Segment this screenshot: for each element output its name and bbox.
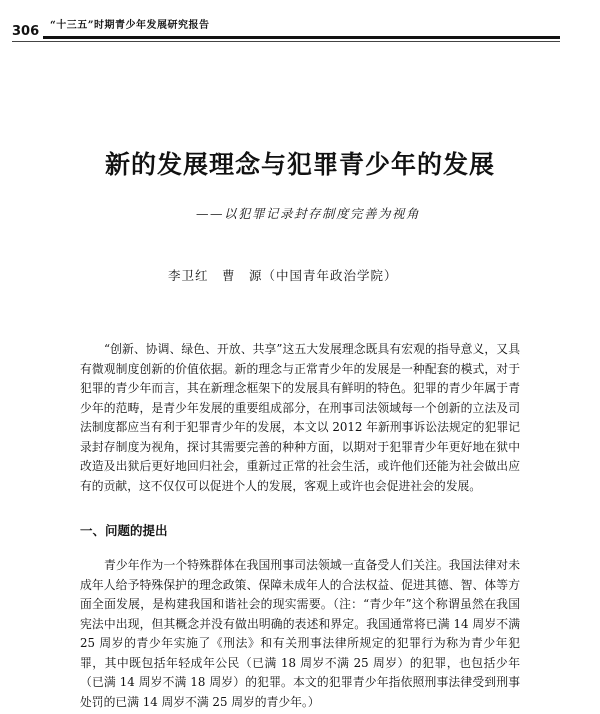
- page-number: 306: [12, 24, 43, 39]
- section-heading: 一、问题的提出: [80, 523, 168, 538]
- header-rule-thin: [12, 41, 560, 42]
- running-header: “十三五”时期青少年发展研究报告: [50, 20, 210, 31]
- body-paragraph: 青少年作为一个特殊群体在我国刑事司法领域一直备受人们关注。我国法律对未成年人给予特殊保护的理念政策、保障未成年人的合法权益、促进其德、智、体等方面全面发展，是构建我国和谐社会的现实需要。（注：“青少年”这个称谓虽然在我国宪法中出现，但其概念并没有做出明确的表述和界定。我国通常将已满 14 周岁不满 25 周岁的青少年实施了《刑法》和有关刑事法律所规定的犯罪行为称为青少年犯罪，其中既包括年轻成年公民（已满 18 周岁不满 25 周岁）的犯罪，也包括少年（已满 14 周岁不满 18 周岁）的犯罪。本文的犯罪青少年指依照刑事法律受到刑事处罚的已满 14 周岁不满 25 周岁的青少年。）: [80, 558, 520, 709]
- header-rule: [12, 36, 560, 39]
- author-line: 李卫红 曹 源（中国青年政治学院）: [168, 268, 398, 283]
- article-title: 新的发展理念与犯罪青少年的发展: [104, 150, 495, 179]
- abstract-paragraph: “创新、协调、绿色、开放、共享”这五大发展理念既具有宏观的指导意义，又具有微观制度创新的价值依据。新的理念与正常青少年的发展是一种配套的模式，对于犯罪的青少年而言，其在新理念框架下的发展具有鲜明的特色。犯罪的青少年属于青少年的范畴，是青少年发展的重要组成部分，在刑事司法领域每一个创新的立法及司法制度都应当有利于犯罪青少年的发展，本文以 2012 年新刑事诉讼法规定的犯罪记录封存制度为视角，探讨其需要完善的种种方面，以期对于犯罪青少年更好地在狱中改造及出狱后更好地回归社会，重新过正常的社会生活，或许他们还能为社会做出应有的贡献，这不仅仅可以促进个人的发展，客观上或许也会促进社会的发展。: [80, 342, 520, 493]
- article-subtitle: ——以犯罪记录封存制度完善为视角: [196, 206, 421, 221]
